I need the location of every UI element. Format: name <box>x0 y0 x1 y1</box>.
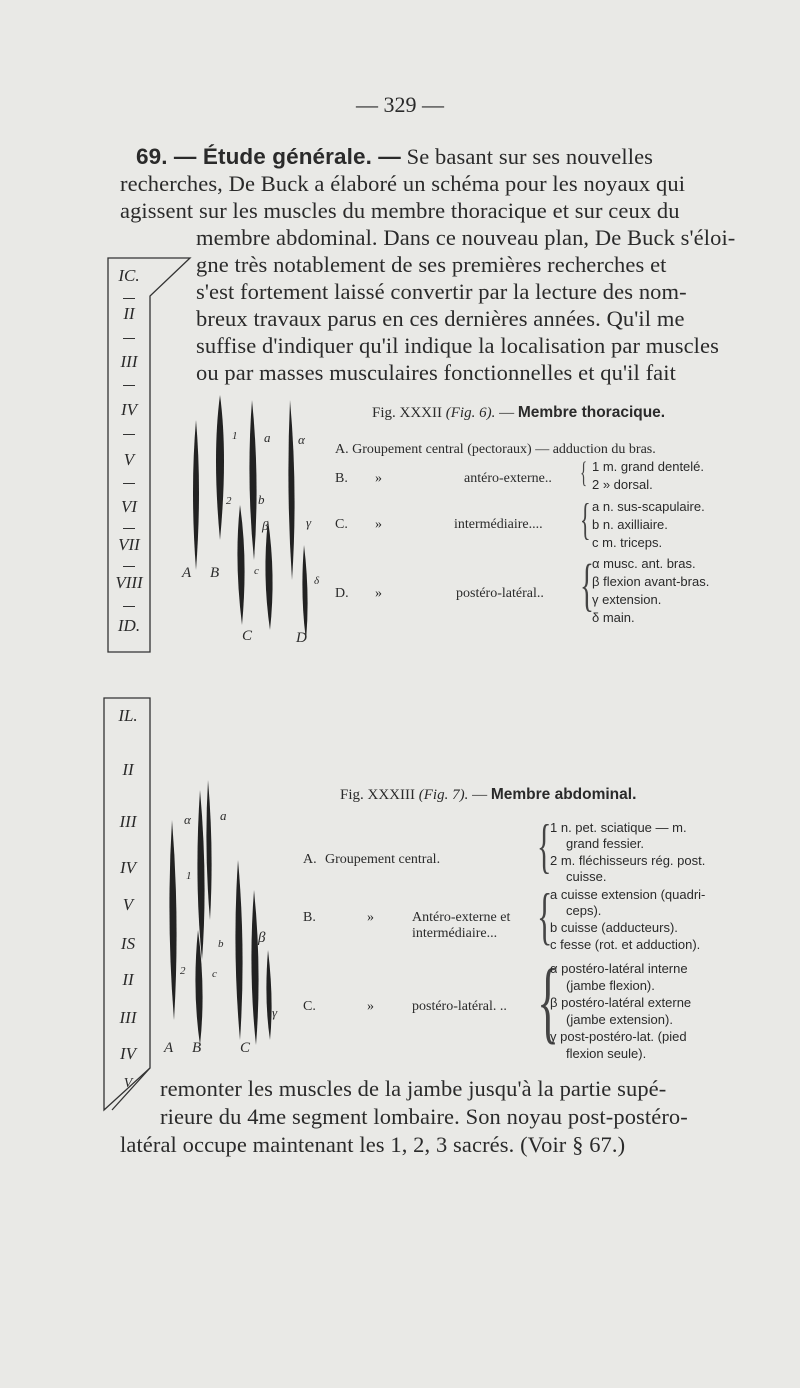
column-label-d: D <box>296 630 307 646</box>
segment-label: VI <box>120 497 138 516</box>
paragraph2-line-1: remonter les muscles de la jambe jusqu'à la partie supé- <box>160 1076 667 1101</box>
paragraph-line-8: suffise d'indiquer qu'il indique la localisation par muscles <box>196 333 719 358</box>
figure1-row-d-item: α musc. ant. bras. <box>592 556 696 571</box>
segment-label: IL. <box>118 706 138 725</box>
paragraph-line-2: recherches, De Buck a élaboré un schéma pour les noyaux qui <box>120 171 686 196</box>
figure2-row-c-item: (jambe flexion). <box>566 978 655 993</box>
brace: { <box>537 880 553 951</box>
column-label-c: C <box>242 628 253 644</box>
segment-divider <box>123 434 135 435</box>
mark-label: a <box>264 430 271 445</box>
figure2-row-b-ditto: » <box>367 910 374 925</box>
segment-label: V <box>122 895 134 914</box>
segment-label: III <box>120 352 138 371</box>
figure1-row-d-item: β flexion avant-bras. <box>592 574 710 589</box>
figure1-row-a: A. Groupement central (pectoraux) — adduction du bras. <box>335 442 656 457</box>
figure2-row-a-letter: A. <box>303 852 317 867</box>
mark-label: 2 <box>180 965 186 977</box>
figure1-row-c-item: a n. sus-scapulaire. <box>592 499 705 514</box>
figure2-row-c-item: (jambe extension). <box>566 1012 673 1027</box>
segment-label: IV <box>119 1044 137 1063</box>
figure2-row-a-group: Groupement central. <box>325 852 441 867</box>
brace: { <box>537 950 560 1052</box>
figure1-row-b-item: 2 » dorsal. <box>592 477 653 492</box>
brace: { <box>537 813 552 879</box>
figure2-row-a-item: cuisse. <box>566 869 607 884</box>
figure2-row-a-item: 1 n. pet. sciatique — m. <box>550 820 687 835</box>
figure2-row-c-item: α postéro-latéral interne <box>550 961 688 976</box>
figure2-row-b-item: b cuisse (adducteurs). <box>550 920 678 935</box>
brace: { <box>580 495 591 544</box>
segment-label: IV <box>120 400 138 419</box>
mark-label: α <box>298 432 305 447</box>
segment-label: II <box>122 760 134 779</box>
mark-label: β <box>262 518 269 533</box>
segment-label: VII <box>118 535 140 554</box>
segment-label: V <box>123 1076 133 1091</box>
segment-divider <box>123 528 135 529</box>
mark-label: b <box>218 938 224 950</box>
mark-label: γ <box>306 515 312 530</box>
figure1-row-c-ditto: » <box>375 517 382 532</box>
figure2-row-b-group2: intermédiaire... <box>412 926 498 941</box>
paragraph-line-5: gne très notablement de ses premières recherches et <box>196 252 667 277</box>
segment-label: IV <box>119 858 137 877</box>
figure2-row-c-group: postéro-latéral. .. <box>412 999 507 1014</box>
mark-label: c <box>254 565 259 577</box>
segment-label: III <box>119 1008 137 1027</box>
column-label-a: A <box>182 565 192 581</box>
section-heading: 69. — Étude générale. — <box>136 144 401 169</box>
figure2-row-c-item: γ post-postéro-lat. (pied <box>550 1029 687 1044</box>
segment-label: ID. <box>117 616 141 635</box>
segment-label: VIII <box>115 573 143 592</box>
figure2-row-b-group: Antéro-externe et <box>412 910 511 925</box>
segment-divider <box>123 385 135 386</box>
segment-label: III <box>119 812 137 831</box>
paragraph-line-3: agissent sur les muscles du membre thoracique et sur ceux du <box>120 198 680 223</box>
segment-divider <box>123 606 135 607</box>
brace: { <box>580 456 588 489</box>
mark-label: 1 <box>232 430 238 442</box>
figure1-row-c-item: b n. axilliaire. <box>592 517 668 532</box>
figure2-caption: Fig. XXXIII (Fig. 7). — Membre abdominal. <box>340 786 637 803</box>
figure1-caption: Fig. XXXII (Fig. 6). — Membre thoracique. <box>372 404 666 421</box>
segment-divider <box>123 566 135 567</box>
mark-label: δ <box>314 575 320 587</box>
mark-label: b <box>258 492 265 507</box>
paragraph-line-4: membre abdominal. Dans ce nouveau plan, De Buck s'éloi- <box>196 225 736 250</box>
figure1-row-c-item: c m. triceps. <box>592 535 663 550</box>
column-label-c: C <box>240 1040 251 1056</box>
mark-label: β <box>258 930 266 946</box>
figure2-row-c-item: flexion seule). <box>566 1046 647 1061</box>
segment-label: V <box>123 450 135 469</box>
figure1-spindles <box>193 395 308 640</box>
paragraph2-line-3: latéral occupe maintenant les 1, 2, 3 sacrés. (Voir § 67.) <box>120 1132 626 1157</box>
figure1-row-b-letter: B. <box>335 471 348 486</box>
figure2-row-a-item: 2 m. fléchisseurs rég. post. <box>550 853 706 868</box>
figure1-row-d-item: δ main. <box>592 610 635 625</box>
figure2-row-b-item: ceps). <box>566 903 602 918</box>
mark-label: 1 <box>186 870 192 882</box>
figure1-row-c-letter: C. <box>335 517 348 532</box>
paragraph-line-9: ou par masses musculaires fonctionnelles et qu'il fait <box>196 360 676 385</box>
column-label-b: B <box>192 1040 202 1056</box>
figure1-row-d-letter: D. <box>335 586 349 601</box>
figure1-row-b-group: antéro-externe.. <box>464 471 552 486</box>
mark-label: a <box>220 808 227 823</box>
figure1-row-c-group: intermédiaire.... <box>454 517 543 532</box>
figure2-row-b-item: a cuisse extension (quadri- <box>550 887 706 902</box>
mark-label: 2 <box>226 495 232 507</box>
figure2-row-b-letter: B. <box>303 910 316 925</box>
figure2-row-b-item: c fesse (rot. et adduction). <box>550 937 701 952</box>
mark-label: α <box>184 812 191 827</box>
column-label-a: A <box>164 1040 174 1056</box>
column-label-b: B <box>210 565 220 581</box>
figure1-row-d-group: postéro-latéral.. <box>456 586 544 601</box>
segment-label: IS <box>120 934 136 953</box>
figure2-row-a-item: grand fessier. <box>566 836 645 851</box>
figure1-row-d-ditto: » <box>375 586 382 601</box>
mark-label: γ <box>272 1005 278 1020</box>
mark-label: c <box>212 968 217 980</box>
paragraph-line-1: 69. — Étude générale. — Se basant sur ses nouvelles <box>136 144 654 169</box>
segment-divider <box>123 298 135 299</box>
figure1-row-d-item: γ extension. <box>592 592 662 607</box>
segment-label: II <box>123 304 135 323</box>
paragraph-line-6: s'est fortement laissé convertir par la lecture des nom- <box>196 279 687 304</box>
paragraph-line-7: breux travaux parus en ces dernières années. Qu'il me <box>196 306 685 331</box>
figure2-row-c-item: β postéro-latéral externe <box>550 995 692 1010</box>
segment-label: IC. <box>118 266 140 285</box>
paragraph2-line-2: rieure du 4me segment lombaire. Son noyau post-postéro- <box>160 1104 688 1129</box>
segment-label: II <box>122 970 134 989</box>
figure2-row-c-letter: C. <box>303 999 316 1014</box>
segment-divider <box>123 338 135 339</box>
segment-divider <box>123 483 135 484</box>
page-number: — 329 — <box>356 92 444 117</box>
figure2-row-c-ditto: » <box>367 999 374 1014</box>
figure1-row-b-item: 1 m. grand dentelé. <box>592 459 705 474</box>
figure1-row-b-ditto: » <box>375 471 382 486</box>
brace: { <box>580 552 594 617</box>
